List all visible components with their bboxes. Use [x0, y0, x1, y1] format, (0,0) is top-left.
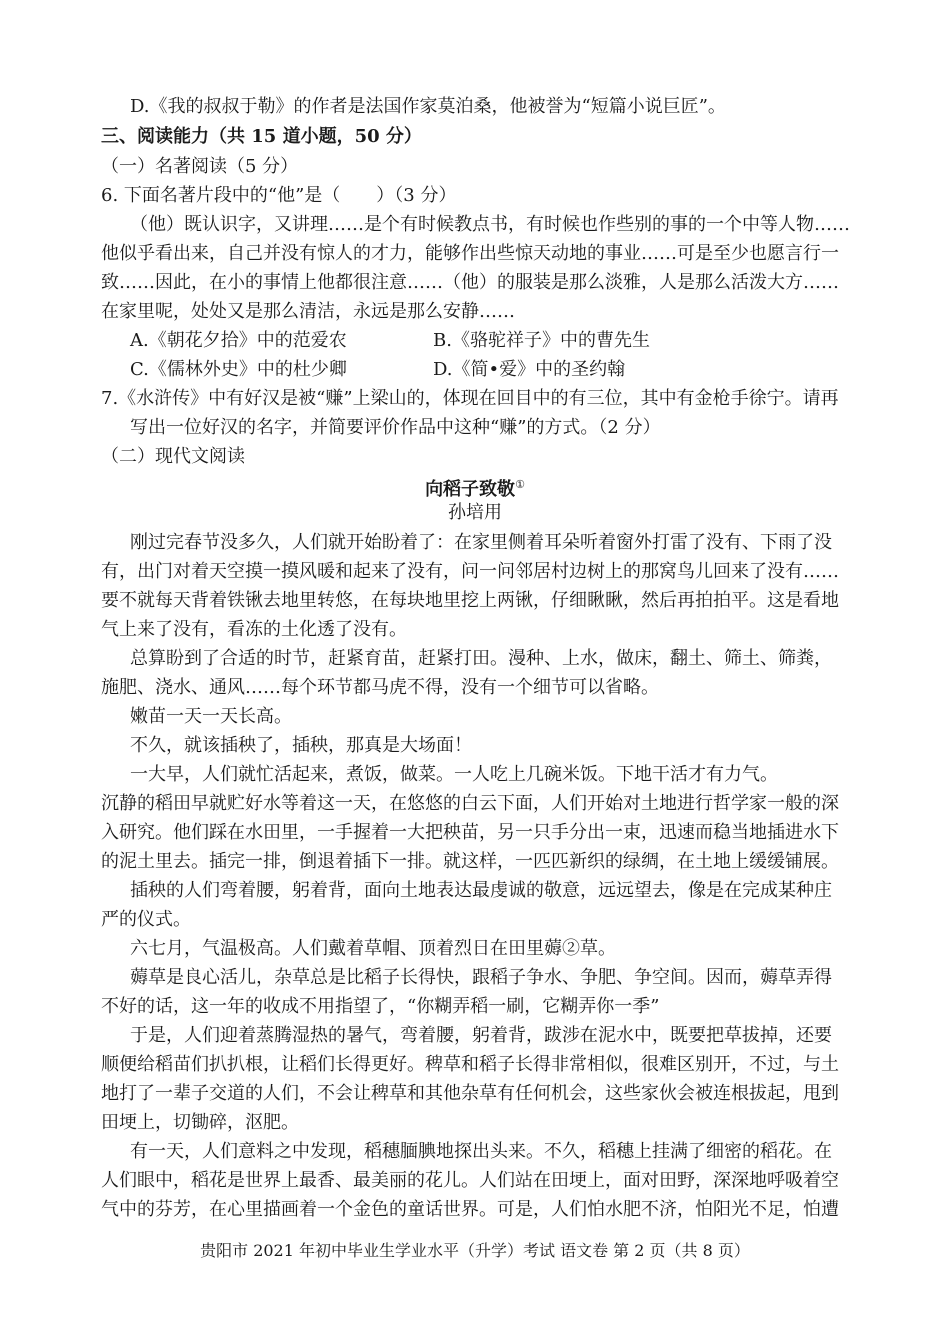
article-line: 施肥、浇水、通风……每个环节都马虎不得，没有一个细节可以省略。 — [101, 677, 659, 698]
article-line: 人们眼中，稻花是世界上最香、最美丽的花儿。人们站在田埂上，面对田野，深深地呼吸着空 — [101, 1170, 839, 1191]
article-line: 严的仪式。 — [101, 909, 191, 930]
question-6-stem: 6. 下面名著片段中的“他”是（ ）（3 分） — [101, 185, 457, 206]
option-a: A.《朝花夕拾》中的范爱农 — [130, 330, 347, 351]
article-line: 总算盼到了合适的时节，赶紧育苗，赶紧打田。漫种、上水，做床，翻土、筛土、筛粪， — [130, 648, 832, 669]
option-b: B.《骆驼祥子》中的曹先生 — [433, 330, 650, 351]
article-title — [0, 474, 950, 501]
option-d-text: D.《我的叔叔于勒》的作者是法国作家莫泊桑，他被誉为“短篇小说巨匠”。 — [130, 96, 726, 117]
article-author: 孙培用 — [448, 502, 502, 523]
page-footer: 贵阳市 2021 年初中毕业生学业水平（升学）考试 语文卷 第 2 页（共 8 页） — [200, 1241, 750, 1260]
article-line: 不好的话，这一年的收成不用指望了，“你糊弄稻一刷，它糊弄你一季” — [101, 996, 660, 1017]
article-line: 一大早，人们就忙活起来，煮饭，做菜。一人吃上几碗米饭。下地干活才有力气。 — [130, 764, 778, 785]
article-line: 的泥土里去。插完一排，倒退着插下一排。就这样，一匹匹新织的绿绸，在土地上缓缓铺展。 — [101, 851, 839, 872]
article-line: 有一天，人们意料之中发现，稻穗腼腆地探出头来。不久，稻穗上挂满了细密的稻花。在 — [130, 1141, 832, 1162]
article-line: 有，出门对着天空摸一摸风暖和起来了没有，问一问邻居村边树上的那窝鸟儿回来了没有…… — [101, 561, 839, 582]
article-line: 薅草是良心活儿，杂草总是比稻子长得快，跟稻子争水、争肥、争空间。因而，薅草弄得 — [130, 967, 832, 988]
article-line: 顺便给稻苗们扒扒根，让稻们长得更好。稗草和稻子长得非常相似，很难区别开，不过，与土 — [101, 1054, 839, 1075]
question-7-line: 7.《水浒传》中有好汉是被“赚”上梁山的，体现在回目中的有三位，其中有金枪手徐宁。请再 — [101, 388, 839, 409]
part-heading-classics: （一）名著阅读（5 分） — [101, 156, 299, 177]
article-title-text: 向稻子致敬 — [425, 479, 516, 500]
article-line: 嫩苗一天一天长高。 — [130, 706, 292, 727]
question-7-line: 写出一位好汉的名字，并简要评价作品中这种“赚”的方式。（2 分） — [130, 417, 661, 438]
option-d: D.《简•爱》中的圣约翰 — [433, 359, 626, 380]
article-line: 气上来了没有，看冻的土化透了没有。 — [101, 619, 407, 640]
footnote-mark: ① — [515, 478, 525, 491]
article-line: 气中的芬芳，在心里描画着一个金色的童话世界。可是，人们怕水肥不济，怕阳光不足，怕遭 — [101, 1199, 839, 1220]
article-line: 田埂上，切锄碎，沤肥。 — [101, 1112, 299, 1133]
section-heading: 三、阅读能力（共 15 道小题，50 分） — [101, 126, 422, 147]
article-line: 要不就每天背着铁锹去地里转悠，在每块地里挖上两锹，仔细瞅瞅，然后再拍拍平。这是看地 — [101, 590, 839, 611]
option-c: C.《儒林外史》中的杜少卿 — [130, 359, 347, 380]
article-line: 刚过完春节没多久，人们就开始盼着了：在家里侧着耳朵听着窗外打雷了没有、下雨了没 — [130, 532, 832, 553]
article-line: 插秧的人们弯着腰，躬着背，面向土地表达最虔诚的敬意，远远望去，像是在完成某种庄 — [130, 880, 832, 901]
part-heading-modern: （二）现代文阅读 — [101, 446, 245, 467]
article-line: 不久，就该插秧了，插秧，那真是大场面！ — [130, 735, 472, 756]
article-line: 入研究。他们踩在水田里，一手握着一大把秧苗，另一只手分出一束，迅速而稳当地插进水下 — [101, 822, 839, 843]
article-line: 于是，人们迎着蒸腾湿热的暑气，弯着腰，躬着背，跋涉在泥水中，既要把草拔掉，还要 — [130, 1025, 832, 1046]
article-line: 沉静的稻田早就贮好水等着这一天，在悠悠的白云下面，人们开始对土地进行哲学家一般的深 — [101, 793, 839, 814]
passage-line: （他）既认识字，又讲理……是个有时候教点书，有时候也作些别的事的一个中等人物…… — [130, 214, 850, 235]
passage-line: 致……因此，在小的事情上他都很注意……（他）的服装是那么淡雅，人是那么活泼大方…… — [101, 272, 839, 293]
passage-line: 在家里呢，处处又是那么清洁，永远是那么安静…… — [101, 301, 515, 322]
passage-line: 他似乎看出来，自己并没有惊人的才力，能够作出些惊天动地的事业……可是至少也愿言行一 — [101, 243, 839, 264]
article-line: 地打了一辈子交道的人们，不会让稗草和其他杂草有任何机会，这些家伙会被连根拔起，甩到 — [101, 1083, 839, 1104]
article-line: 六七月，气温极高。人们戴着草帽、顶着烈日在田里薅②草。 — [130, 938, 616, 959]
